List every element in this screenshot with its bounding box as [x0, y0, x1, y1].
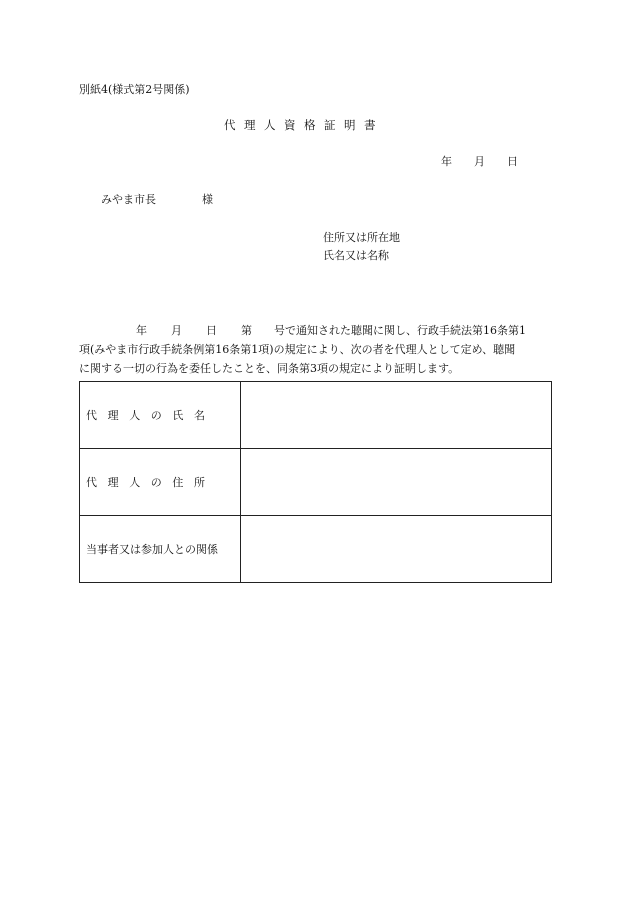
table-row: [80, 516, 552, 583]
applicant-name-label: 氏名又は名称: [323, 249, 389, 262]
certification-statement: [79, 321, 553, 378]
representative-address-label: 代理人の住所: [80, 449, 241, 516]
date-year-label: 年: [441, 155, 452, 168]
relationship-field[interactable]: [241, 516, 552, 583]
table-row: [80, 382, 552, 449]
document-title: 代理人資格証明書: [224, 118, 384, 132]
form-number: 別紙4(様式第2号関係): [79, 83, 190, 96]
statement-year-label: 年: [136, 324, 147, 337]
statement-number-prefix: 第: [241, 324, 252, 337]
statement-line-1-text: 号で通知された聴聞に関し、行政手続法第16条第1: [274, 324, 526, 337]
representative-name-label: 代理人の氏名: [80, 382, 241, 449]
statement-line-2: 項(みやま市行政手続条例第16条第1項)の規定により、次の者を代理人として定め、聴聞: [79, 343, 516, 356]
addressee-name: みやま市長: [101, 193, 156, 206]
applicant-block: [323, 229, 400, 265]
representative-table: [79, 381, 552, 583]
relationship-label: 当事者又は参加人との関係: [80, 516, 241, 583]
date-day-label: 日: [507, 155, 518, 168]
date-month-label: 月: [474, 155, 485, 168]
statement-line-1: [79, 321, 553, 340]
date-line: [441, 153, 518, 169]
representative-address-field[interactable]: [241, 449, 552, 516]
statement-day-label: 日: [206, 324, 217, 337]
statement-line-3: に関する一切の行為を委任したことを、同条第3項の規定により証明します。: [79, 362, 460, 375]
statement-month-label: 月: [171, 324, 182, 337]
table-row: [80, 449, 552, 516]
addressee-honorific: 様: [202, 193, 213, 206]
addressee: [101, 191, 213, 207]
representative-name-field[interactable]: [241, 382, 552, 449]
applicant-address-label: 住所又は所在地: [323, 231, 400, 244]
